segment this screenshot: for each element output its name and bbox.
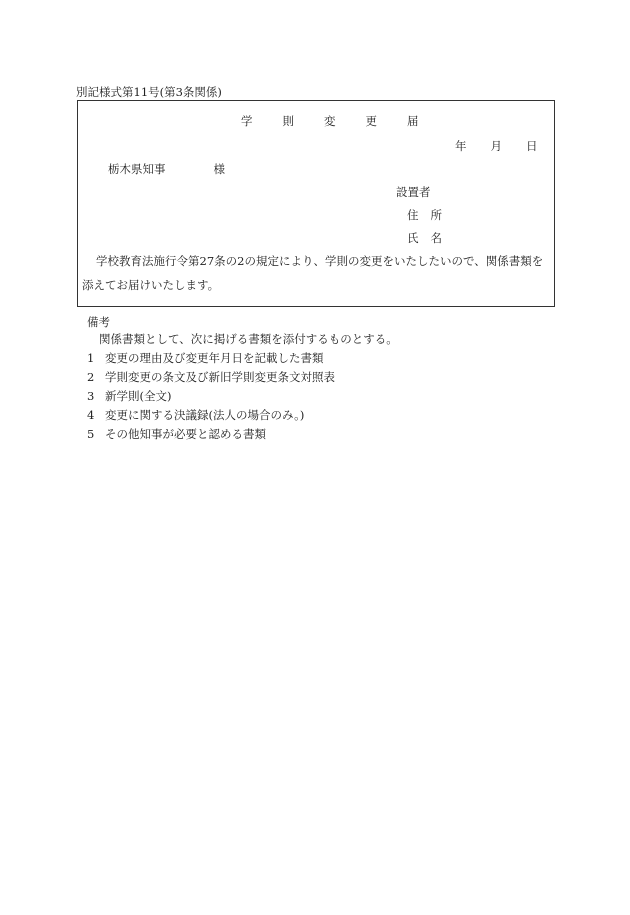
- addressee: [108, 161, 225, 177]
- name-label: [407, 230, 454, 246]
- note-text: その他知事が必要と認める書類: [105, 427, 266, 441]
- address-label: [407, 207, 454, 223]
- address-char: 住: [407, 208, 419, 222]
- note-text: 変更の理由及び変更年月日を記載した書類: [105, 351, 324, 365]
- note-text: 変更に関する決議録(法人の場合のみ。): [105, 408, 305, 422]
- body-text-line: 学校教育法施行令第27条の2の規定により、学則の変更をいたしたいので、関係書類を: [96, 254, 544, 268]
- note-item: [87, 388, 171, 404]
- note-number: 3: [87, 389, 95, 403]
- note-item: [87, 350, 324, 366]
- date-line: [455, 138, 562, 154]
- title-char: 更: [365, 114, 377, 128]
- addressee-name: 栃木県知事: [108, 162, 166, 176]
- body-text-line: 添えてお届けいたします。: [82, 278, 220, 292]
- date-month: 月: [490, 139, 502, 153]
- note-number: 2: [87, 370, 95, 384]
- honorific: 様: [213, 162, 225, 176]
- note-number: 4: [87, 408, 95, 422]
- title-char: 学: [241, 114, 253, 128]
- title-char: 則: [282, 114, 294, 128]
- form-box: [77, 100, 555, 307]
- notes-intro: 関係書類として、次に掲げる書類を添付するものとする。: [99, 332, 398, 346]
- name-char: 氏: [407, 231, 419, 245]
- note-number: 1: [87, 351, 95, 365]
- form-number: 別記様式第11号(第3条関係): [76, 85, 222, 99]
- address-char: 所: [430, 208, 442, 222]
- date-day: 日: [526, 139, 538, 153]
- date-year: 年: [455, 139, 467, 153]
- founder-label: 設置者: [396, 185, 431, 199]
- note-item: [87, 426, 266, 442]
- title-char: 変: [324, 114, 336, 128]
- title-char: 届: [407, 114, 419, 128]
- note-number: 5: [87, 427, 95, 441]
- notes-heading: 備考: [87, 315, 110, 329]
- form-title: [241, 113, 449, 129]
- note-item: [87, 369, 335, 385]
- note-text: 新学則(全文): [105, 389, 172, 403]
- note-text: 学則変更の条文及び新旧学則変更条文対照表: [105, 370, 335, 384]
- name-char: 名: [430, 231, 442, 245]
- note-item: [87, 407, 304, 423]
